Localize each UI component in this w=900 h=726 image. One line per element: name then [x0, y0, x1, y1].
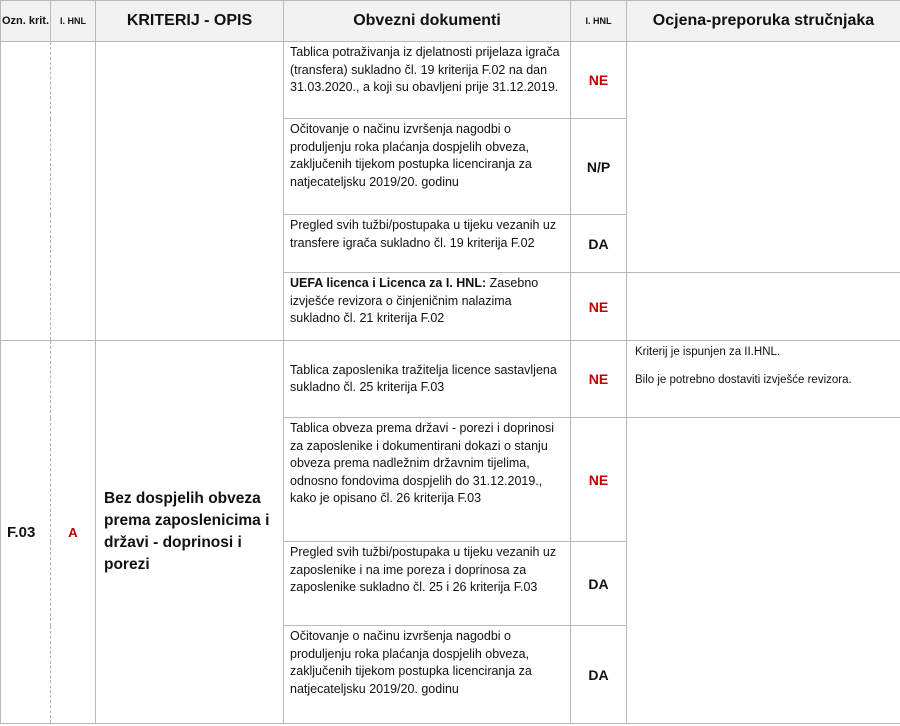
answer-cell: NE: [571, 341, 627, 418]
answer-cell: N/P: [571, 119, 627, 215]
criterion-level: A: [51, 341, 96, 724]
recommendation-cell-empty: [627, 42, 900, 273]
document-cell: Tablica potraživanja iz djelatnosti prijelaza igrača (transfera) sukladno čl. 19 kriterija F.02 na dan 31.03.2020., a koji su obavljeni prije 31.12.2019.: [284, 42, 571, 119]
criterion-code: F.03: [1, 341, 51, 724]
document-cell: Tablica zaposlenika tražitelja licence sastavljena sukladno čl. 25 kriterija F.03: [284, 341, 571, 418]
criterion-cell-empty: [96, 42, 284, 341]
spacer: [635, 359, 892, 373]
level-cell-empty: [51, 42, 96, 341]
header-level: I. HNL: [51, 1, 96, 42]
recommendation-cell-empty: [627, 273, 900, 341]
answer-cell: DA: [571, 626, 627, 724]
document-cell: Očitovanje o načinu izvršenja nagodbi o produljenju roka plaćanja dospjelih obveza, zaključenih tijekom postupka licenciranja za natjecateljsku 2019/20. godinu: [284, 626, 571, 724]
recommendation-cell-empty: [627, 418, 900, 724]
header-level2: I. HNL: [571, 1, 627, 42]
document-cell: Očitovanje o načinu izvršenja nagodbi o produljenju roka plaćanja dospjelih obveza, zaključenih tijekom postupka licenciranja za natjecateljsku 2019/20. godinu: [284, 119, 571, 215]
answer-cell: NE: [571, 418, 627, 542]
document-cell: Pregled svih tužbi/postupaka u tijeku vezanih uz transfere igrača sukladno čl. 19 kriterija F.02: [284, 215, 571, 273]
document-cell: Pregled svih tužbi/postupaka u tijeku vezanih uz zaposlenike i na ime poreza i doprinosa za zaposlenike sukladno čl. 25 i 26 kriterija F.03: [284, 542, 571, 626]
answer-cell: DA: [571, 215, 627, 273]
document-cell: Tablica obveza prema državi - porezi i doprinosi za zaposlenike i dokumentirani dokazi o stanju obveza prema nadležnim državnim tijelima, odnosno fondovima dospjelih do 31.12.2019., kako je opisano čl. 26 kriterija F.03: [284, 418, 571, 542]
recommendation-cell: [627, 341, 900, 418]
document-bold-prefix: UEFA licenca i Licenca za I. HNL:: [290, 276, 487, 290]
header-code: Ozn. krit.: [1, 1, 51, 42]
table-row: [1, 42, 900, 119]
recommendation-line: Kriterij je ispunjen za II.HNL.: [635, 346, 781, 358]
answer-cell: NE: [571, 273, 627, 341]
answer-cell: NE: [571, 42, 627, 119]
table-row: [1, 341, 900, 418]
document-cell: [284, 273, 571, 341]
document-text: Zasebno izvješće revizora o činjeničnim nalazima sukladno čl. 21 kriterija F.02: [290, 276, 539, 325]
criterion-description: Bez dospjelih obveza prema zaposlenicima i državi - doprinosi i porezi: [96, 341, 284, 724]
header-recommendation: Ocjena-preporuka stručnjaka: [627, 1, 900, 42]
answer-cell: DA: [571, 542, 627, 626]
header-documents: Obvezni dokumenti: [284, 1, 571, 42]
code-cell-empty: [1, 42, 51, 341]
header-row: [1, 1, 900, 42]
header-criterion: KRITERIJ - OPIS: [96, 1, 284, 42]
recommendation-line: Bilo je potrebno dostaviti izvješće revizora.: [635, 374, 852, 386]
